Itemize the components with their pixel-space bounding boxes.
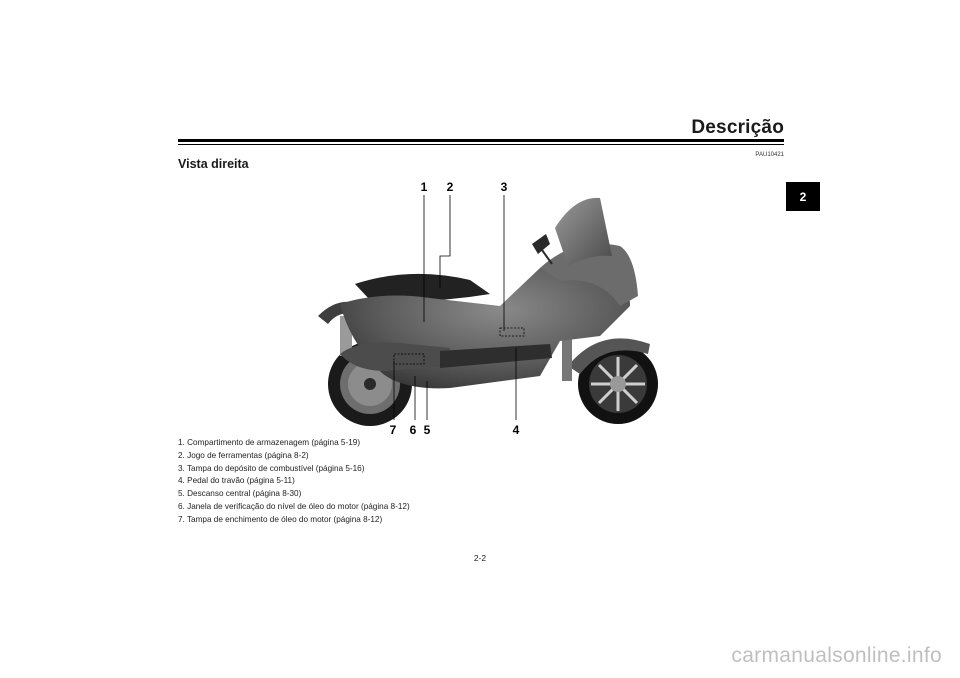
section-heading: Vista direita (178, 157, 249, 171)
scooter-illustration (300, 176, 680, 438)
caption-item: 3. Tampa do depósito de combustível (página 5-16) (178, 463, 365, 473)
caption-item: 2. Jogo de ferramentas (página 8-2) (178, 450, 309, 460)
scooter-figure (300, 176, 680, 438)
watermark[interactable]: carmanualsonline.info (731, 644, 942, 667)
callout-2: 2 (446, 180, 454, 194)
callout-6: 6 (409, 423, 417, 437)
page-header-title: Descrição (691, 117, 784, 138)
callout-5: 5 (423, 423, 431, 437)
callout-4: 4 (512, 423, 520, 437)
caption-item: 6. Janela de verificação do nível de óleo do motor (página 8-12) (178, 501, 410, 511)
page-number: 2-2 (473, 553, 487, 563)
caption-item: 7. Tampa de enchimento de óleo do motor (página 8-12) (178, 514, 383, 524)
caption-item: 1. Compartimento de armazenagem (página 5-19) (178, 438, 361, 447)
caption-item: 4. Pedal do travão (página 5-11) (178, 476, 295, 486)
reference-code: PAU10421 (755, 152, 784, 158)
caption-list (178, 437, 410, 527)
callout-1: 1 (420, 180, 428, 194)
header-rule-thick (178, 139, 784, 142)
chapter-tab[interactable]: 2 (786, 182, 820, 211)
callout-3: 3 (500, 180, 508, 194)
caption-item: 5. Descanso central (página 8-30) (178, 489, 302, 499)
mirror-icon (532, 234, 550, 254)
header-rule-thin (178, 144, 784, 145)
callout-7: 7 (389, 423, 397, 437)
